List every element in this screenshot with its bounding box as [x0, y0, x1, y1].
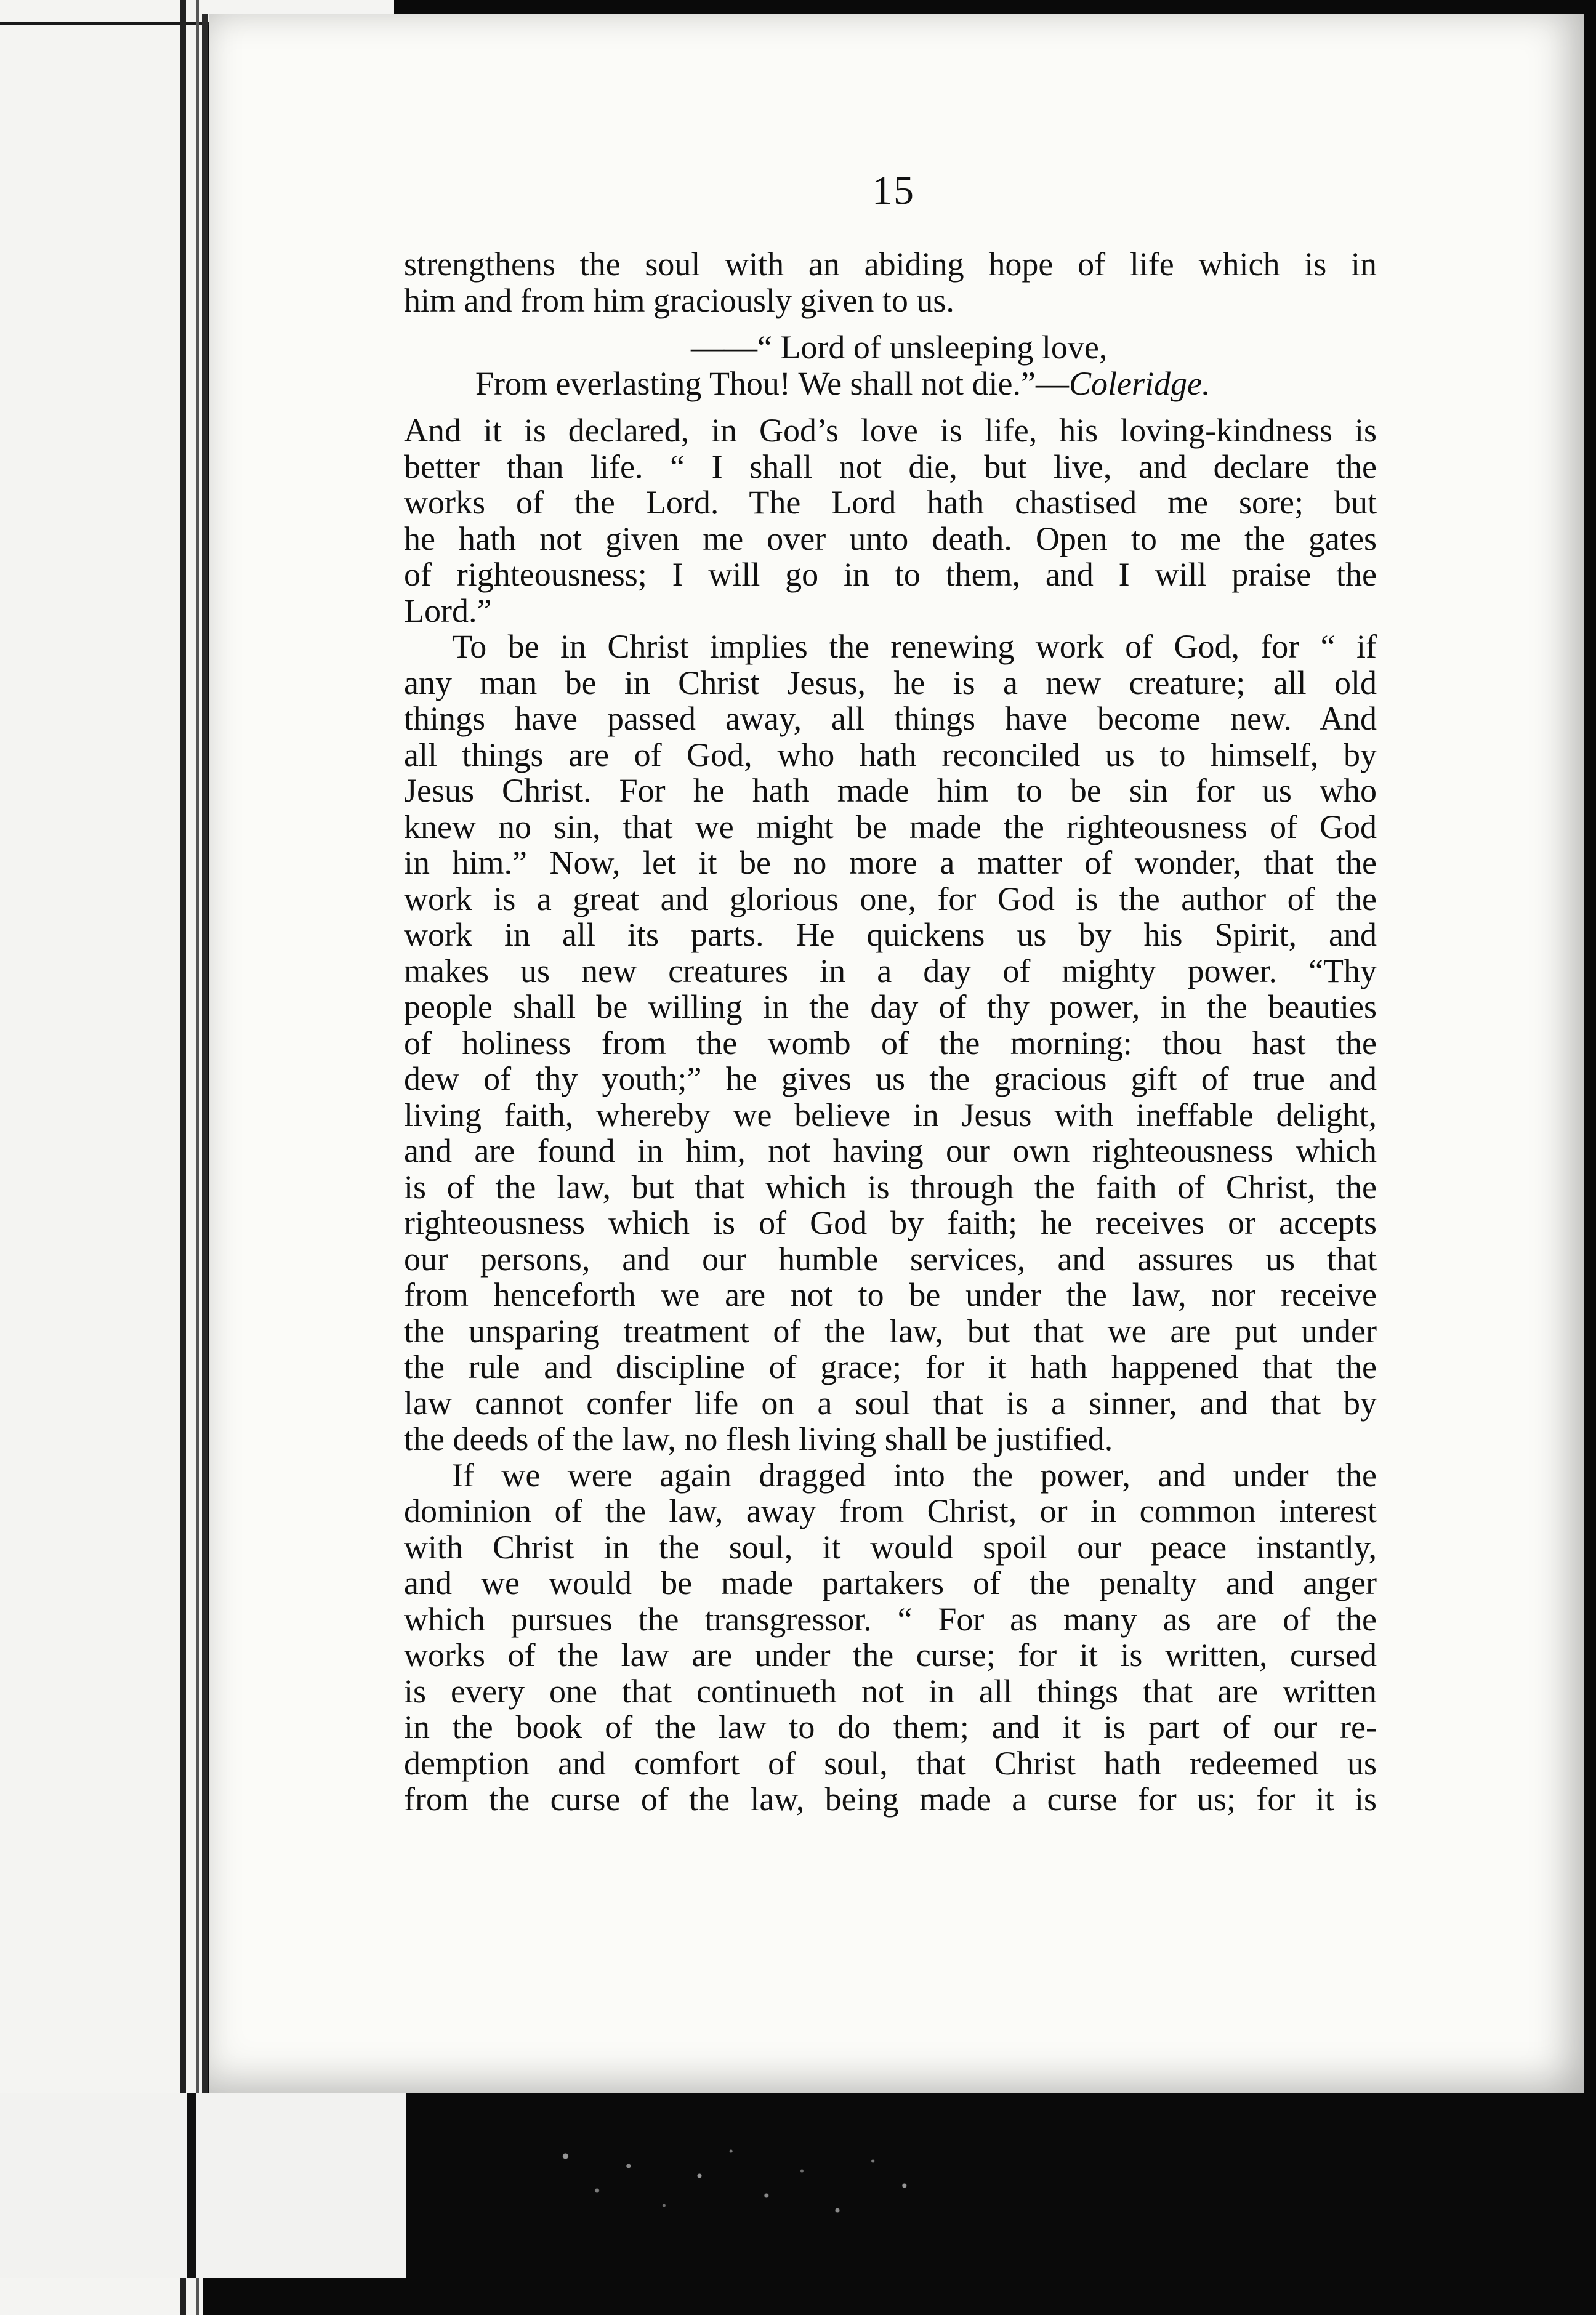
text-line: law cannot confer life on a soul that is a sinner, and that by: [404, 1384, 1377, 1422]
text-line: and we would be made partakers of the penalty and anger: [404, 1564, 1377, 1601]
text-line: from henceforth we are not to be under the law, nor receive: [404, 1276, 1377, 1313]
binding-line-secondary: [196, 0, 199, 2315]
page-number: 15: [872, 168, 915, 213]
verse-line: [404, 366, 1377, 402]
text-line: To be in Christ implies the renewing work of God, for “ if: [452, 628, 1377, 665]
text-line: from the curse of the law, being made a curse for us; for it is: [404, 1781, 1377, 1818]
text-line: the deeds of the law, no flesh living shall be justified.: [404, 1420, 1113, 1457]
text-line: in him.” Now, let it be no more a matter of wonder, that the: [404, 844, 1377, 881]
text-line: dominion of the law, away from Christ, or in common interest: [404, 1492, 1377, 1529]
text-line: in the book of the law to do them; and it is part of our re-: [404, 1709, 1377, 1745]
text-line: knew no sin, that we might be made the righteousness of God: [404, 808, 1377, 845]
text-line: work in all its parts. He quickens us by his Spirit, and: [404, 916, 1377, 953]
text-line: works of the Lord. The Lord hath chastised me sore; but: [404, 484, 1377, 521]
text-line: work is a great and glorious one, for God is the author of the: [404, 880, 1377, 917]
text-line: And it is declared, in God’s love is life, his loving-kindness is: [404, 412, 1377, 449]
text-line: of holiness from the womb of the morning: thou hast the: [404, 1024, 1377, 1061]
text-line: If we were again dragged into the power, and under the: [452, 1456, 1377, 1494]
text-line: Lord.”: [404, 592, 492, 629]
text-line: our persons, and our humble services, and assures us that: [404, 1240, 1377, 1278]
text-line: is every one that continueth not in all things that are written: [404, 1672, 1377, 1710]
text-line: with Christ in the soul, it would spoil our peace instantly,: [404, 1528, 1377, 1566]
text-line: demption and comfort of soul, that Christ hath redeemed us: [404, 1744, 1377, 1782]
text-line: of righteousness; I will go in to them, and I will praise the: [404, 556, 1377, 593]
text-line: things have passed away, all things have become new. And: [404, 700, 1377, 737]
left-page-strip: [0, 0, 203, 2315]
page-left-edge: [202, 14, 208, 2093]
text-line: and are found in him, not having our own righteousness which: [404, 1132, 1377, 1169]
text-line: Jesus Christ. For he hath made him to be sin for us who: [404, 772, 1377, 809]
bottom-binding-line: [187, 2093, 196, 2278]
text-line: he hath not given me over unto death. Open to me the gates: [404, 520, 1377, 557]
text-line: which pursues the transgressor. “ For as many as are of the: [404, 1600, 1377, 1638]
text-line: makes us new creatures in a day of mighty power. “Thy: [404, 952, 1377, 989]
text-line: living faith, whereby we believe in Jesus with ineffable delight,: [404, 1096, 1377, 1133]
page-body-text: [404, 246, 1377, 1818]
text-line: any man be in Christ Jesus, he is a new creature; all old: [404, 664, 1377, 701]
text-line: the unsparing treatment of the law, but that we are put under: [404, 1312, 1377, 1350]
text-line: all things are of God, who hath reconciled us to himself, by: [404, 736, 1377, 773]
verse-text: From everlasting Thou! We shall not die.”—: [475, 364, 1069, 402]
verse-line: ——“ Lord of unsleeping love,: [691, 329, 1108, 366]
text-line: dew of thy youth;” he gives us the gracious gift of true and: [404, 1060, 1377, 1097]
text-line: him and from him graciously given to us.: [404, 281, 954, 319]
verse-attribution: Coleridge.: [1068, 364, 1211, 402]
text-line: righteousness which is of God by faith; he receives or accepts: [404, 1204, 1377, 1241]
text-line: strengthens the soul with an abiding hope of life which is in: [404, 246, 1377, 283]
text-line: people shall be willing in the day of thy power, in the beauties: [404, 988, 1377, 1025]
text-line: works of the law are under the curse; for it is written, cursed: [404, 1637, 1377, 1673]
bottom-left-paper: [0, 2093, 406, 2278]
text-line: better than life. “ I shall not die, but live, and declare the: [404, 448, 1377, 485]
binding-line: [180, 0, 186, 2315]
text-line: is of the law, but that which is through the faith of Christ, the: [404, 1168, 1377, 1206]
text-line: the rule and discipline of grace; for it hath happened that the: [404, 1348, 1377, 1385]
scan-noise: [542, 2136, 936, 2235]
